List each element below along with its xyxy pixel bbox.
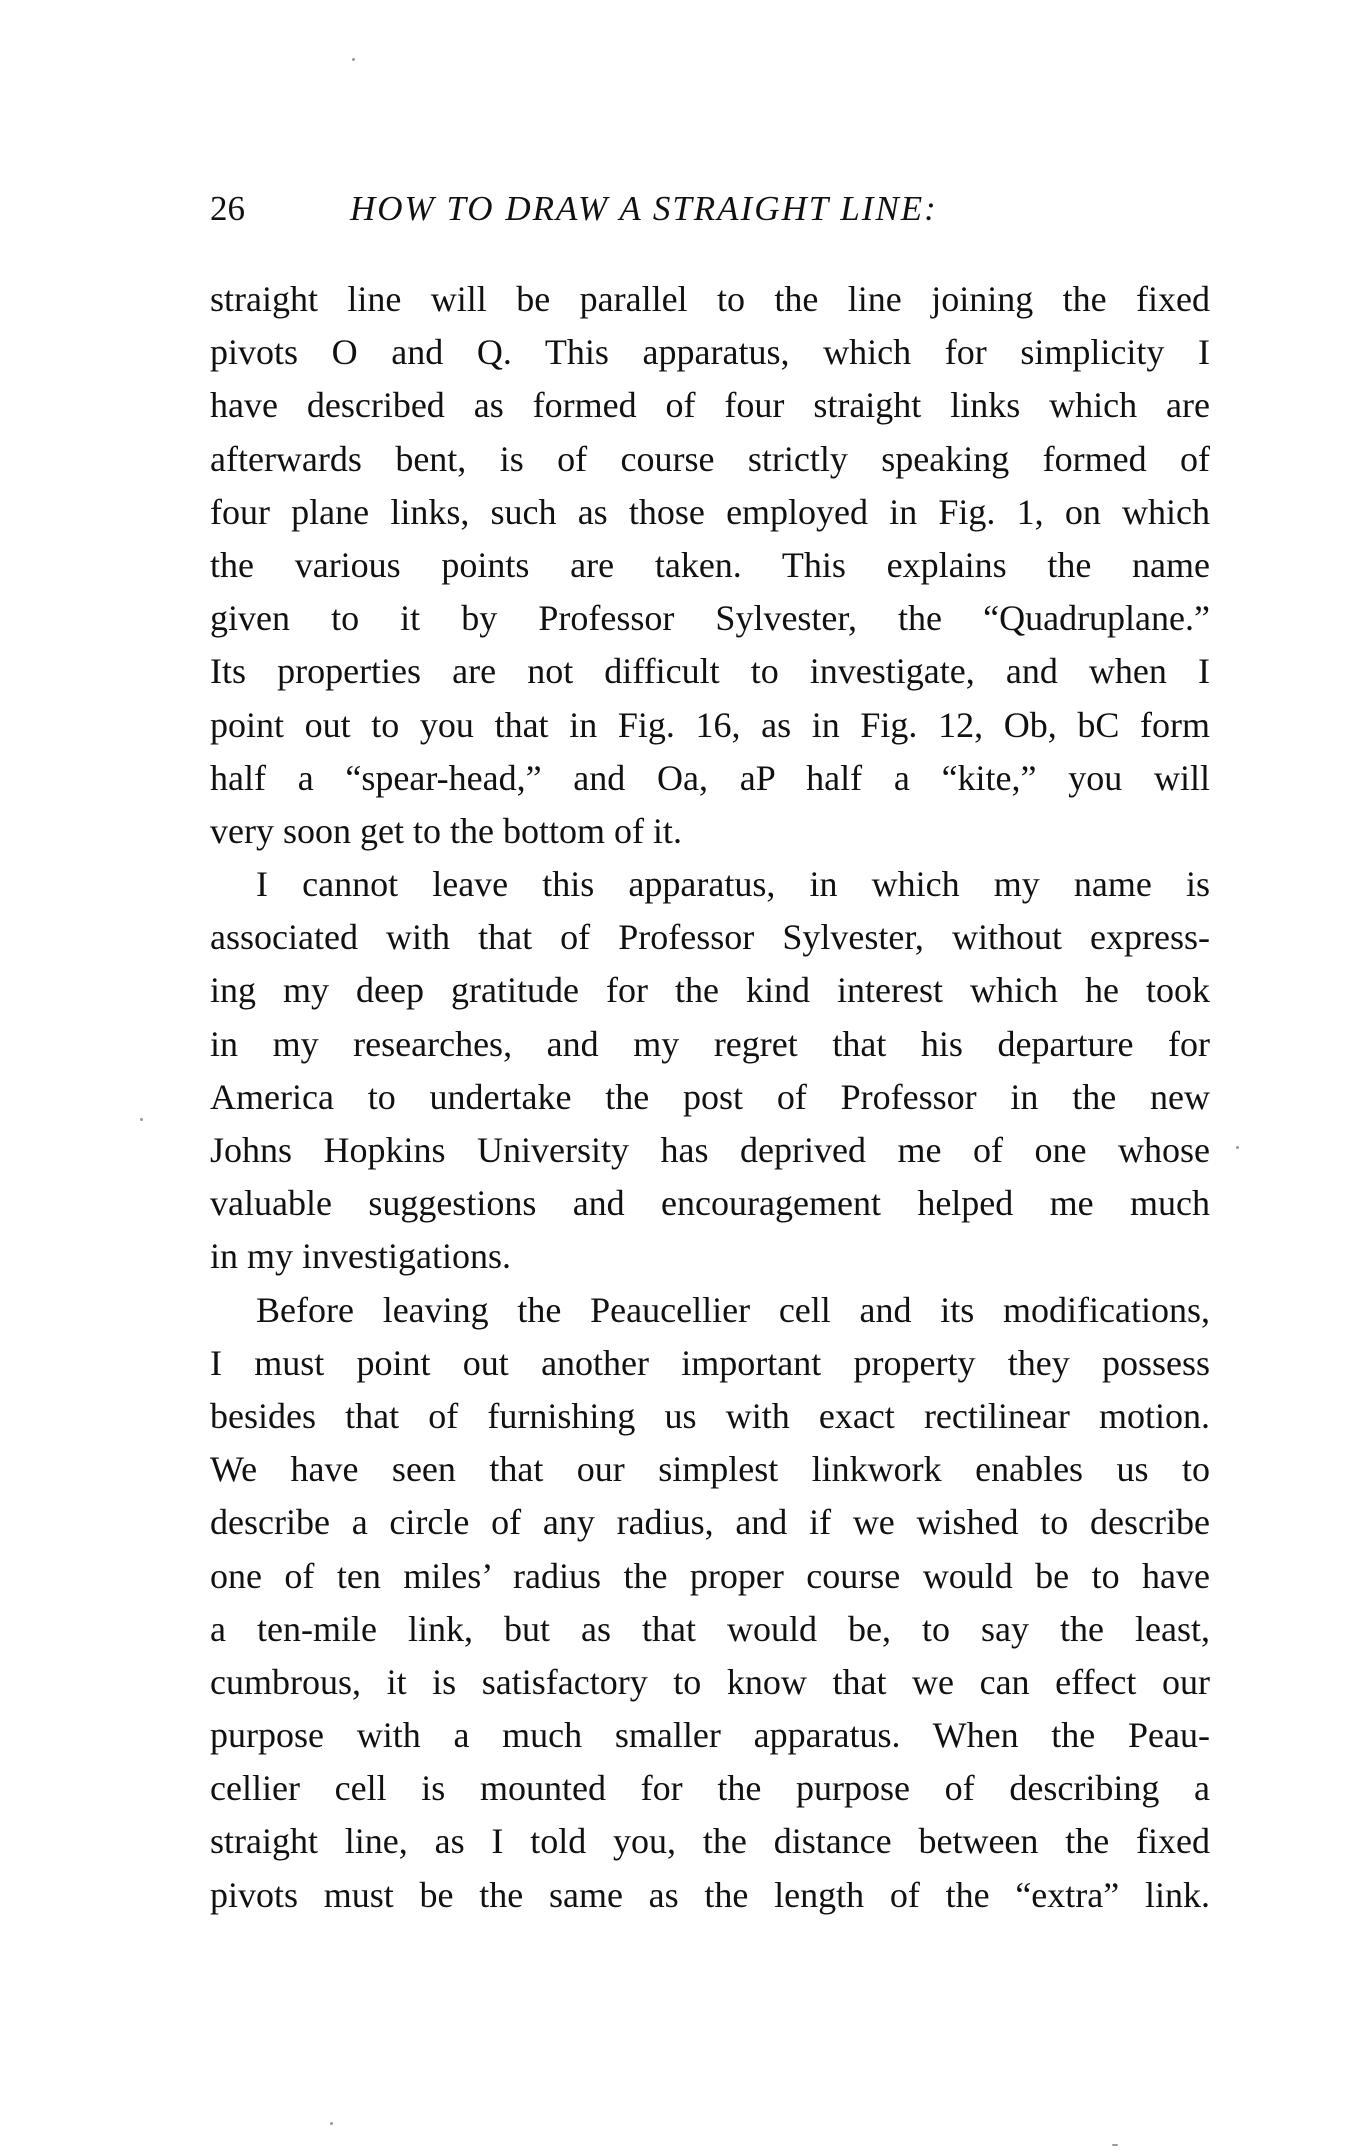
text-line: afterwards bent, is of course strictly speaking formed of <box>210 438 1210 479</box>
text-line: pivots O and Q. This apparatus, which for simplicity I <box>210 332 1210 373</box>
text-line: describe a circle of any radius, and if we wished to describe <box>210 1502 1210 1543</box>
text-line: very soon get to the bottom of it. <box>210 810 682 851</box>
paragraph-2 <box>210 858 1210 1284</box>
text-line: besides that of furnishing us with exact rectilinear motion. <box>210 1395 1210 1436</box>
page-number: 26 <box>210 189 245 228</box>
text-line: Johns Hopkins University has deprived me of one whose <box>210 1130 1210 1170</box>
text-line: I must point out another important property they possess <box>210 1342 1210 1383</box>
paper-speck <box>1236 1146 1239 1149</box>
text-line: in my researches, and my regret that his departure for <box>210 1023 1210 1064</box>
text-line: valuable suggestions and encouragement helped me much <box>210 1183 1210 1224</box>
paper-speck <box>140 1118 143 1121</box>
text-line: a ten-mile link, but as that would be, to say the least, <box>210 1608 1210 1649</box>
text-line: We have seen that our simplest linkwork enables us to <box>210 1449 1210 1490</box>
text-line: purpose with a much smaller apparatus. When the Peau- <box>210 1715 1210 1756</box>
text-line: Its properties are not difficult to investigate, and when I <box>210 651 1210 692</box>
paper-speck <box>352 58 355 61</box>
text-line: pivots must be the same as the length of the “extra” link. <box>210 1874 1210 1915</box>
text-line: America to undertake the post of Professor in the new <box>210 1076 1210 1117</box>
text-line: one of ten miles’ radius the proper course would be to have <box>210 1555 1210 1596</box>
text-line: point out to you that in Fig. 16, as in Fig. 12, Ob, bC form <box>210 704 1210 745</box>
paragraph-3 <box>210 1284 1210 1922</box>
paper-speck <box>330 2122 333 2125</box>
text-line: cumbrous, it is satisfactory to know that we can effect our <box>210 1661 1210 1702</box>
paragraph-1 <box>210 273 1210 858</box>
text-line: given to it by Professor Sylvester, the “Quadruplane.” <box>210 598 1210 639</box>
page-header <box>210 184 1210 234</box>
text-line: straight line, as I told you, the distance between the fixed <box>210 1821 1210 1862</box>
text-line: in my investigations. <box>210 1236 511 1277</box>
text-line: have described as formed of four straight links which are <box>210 385 1210 426</box>
text-line: straight line will be parallel to the line joining the fixed <box>210 279 1210 319</box>
text-line: associated with that of Professor Sylvester, without express- <box>210 917 1210 958</box>
text-line: ing my deep gratitude for the kind interest which he took <box>210 970 1210 1011</box>
running-title: HOW TO DRAW A STRAIGHT LINE: <box>350 189 938 228</box>
text-line: the various points are taken. This explains the name <box>210 544 1210 585</box>
body-text <box>210 273 1210 1922</box>
text-line: Before leaving the Peaucellier cell and its modifications, <box>256 1289 1210 1330</box>
text-line: half a “spear-head,” and Oa, aP half a “kite,” you will <box>210 757 1210 798</box>
paper-speck <box>1112 2144 1118 2146</box>
text-line: cellier cell is mounted for the purpose of describing a <box>210 1768 1210 1809</box>
text-line: I cannot leave this apparatus, in which my name is <box>256 864 1210 905</box>
text-line: four plane links, such as those employed in Fig. 1, on which <box>210 491 1210 532</box>
